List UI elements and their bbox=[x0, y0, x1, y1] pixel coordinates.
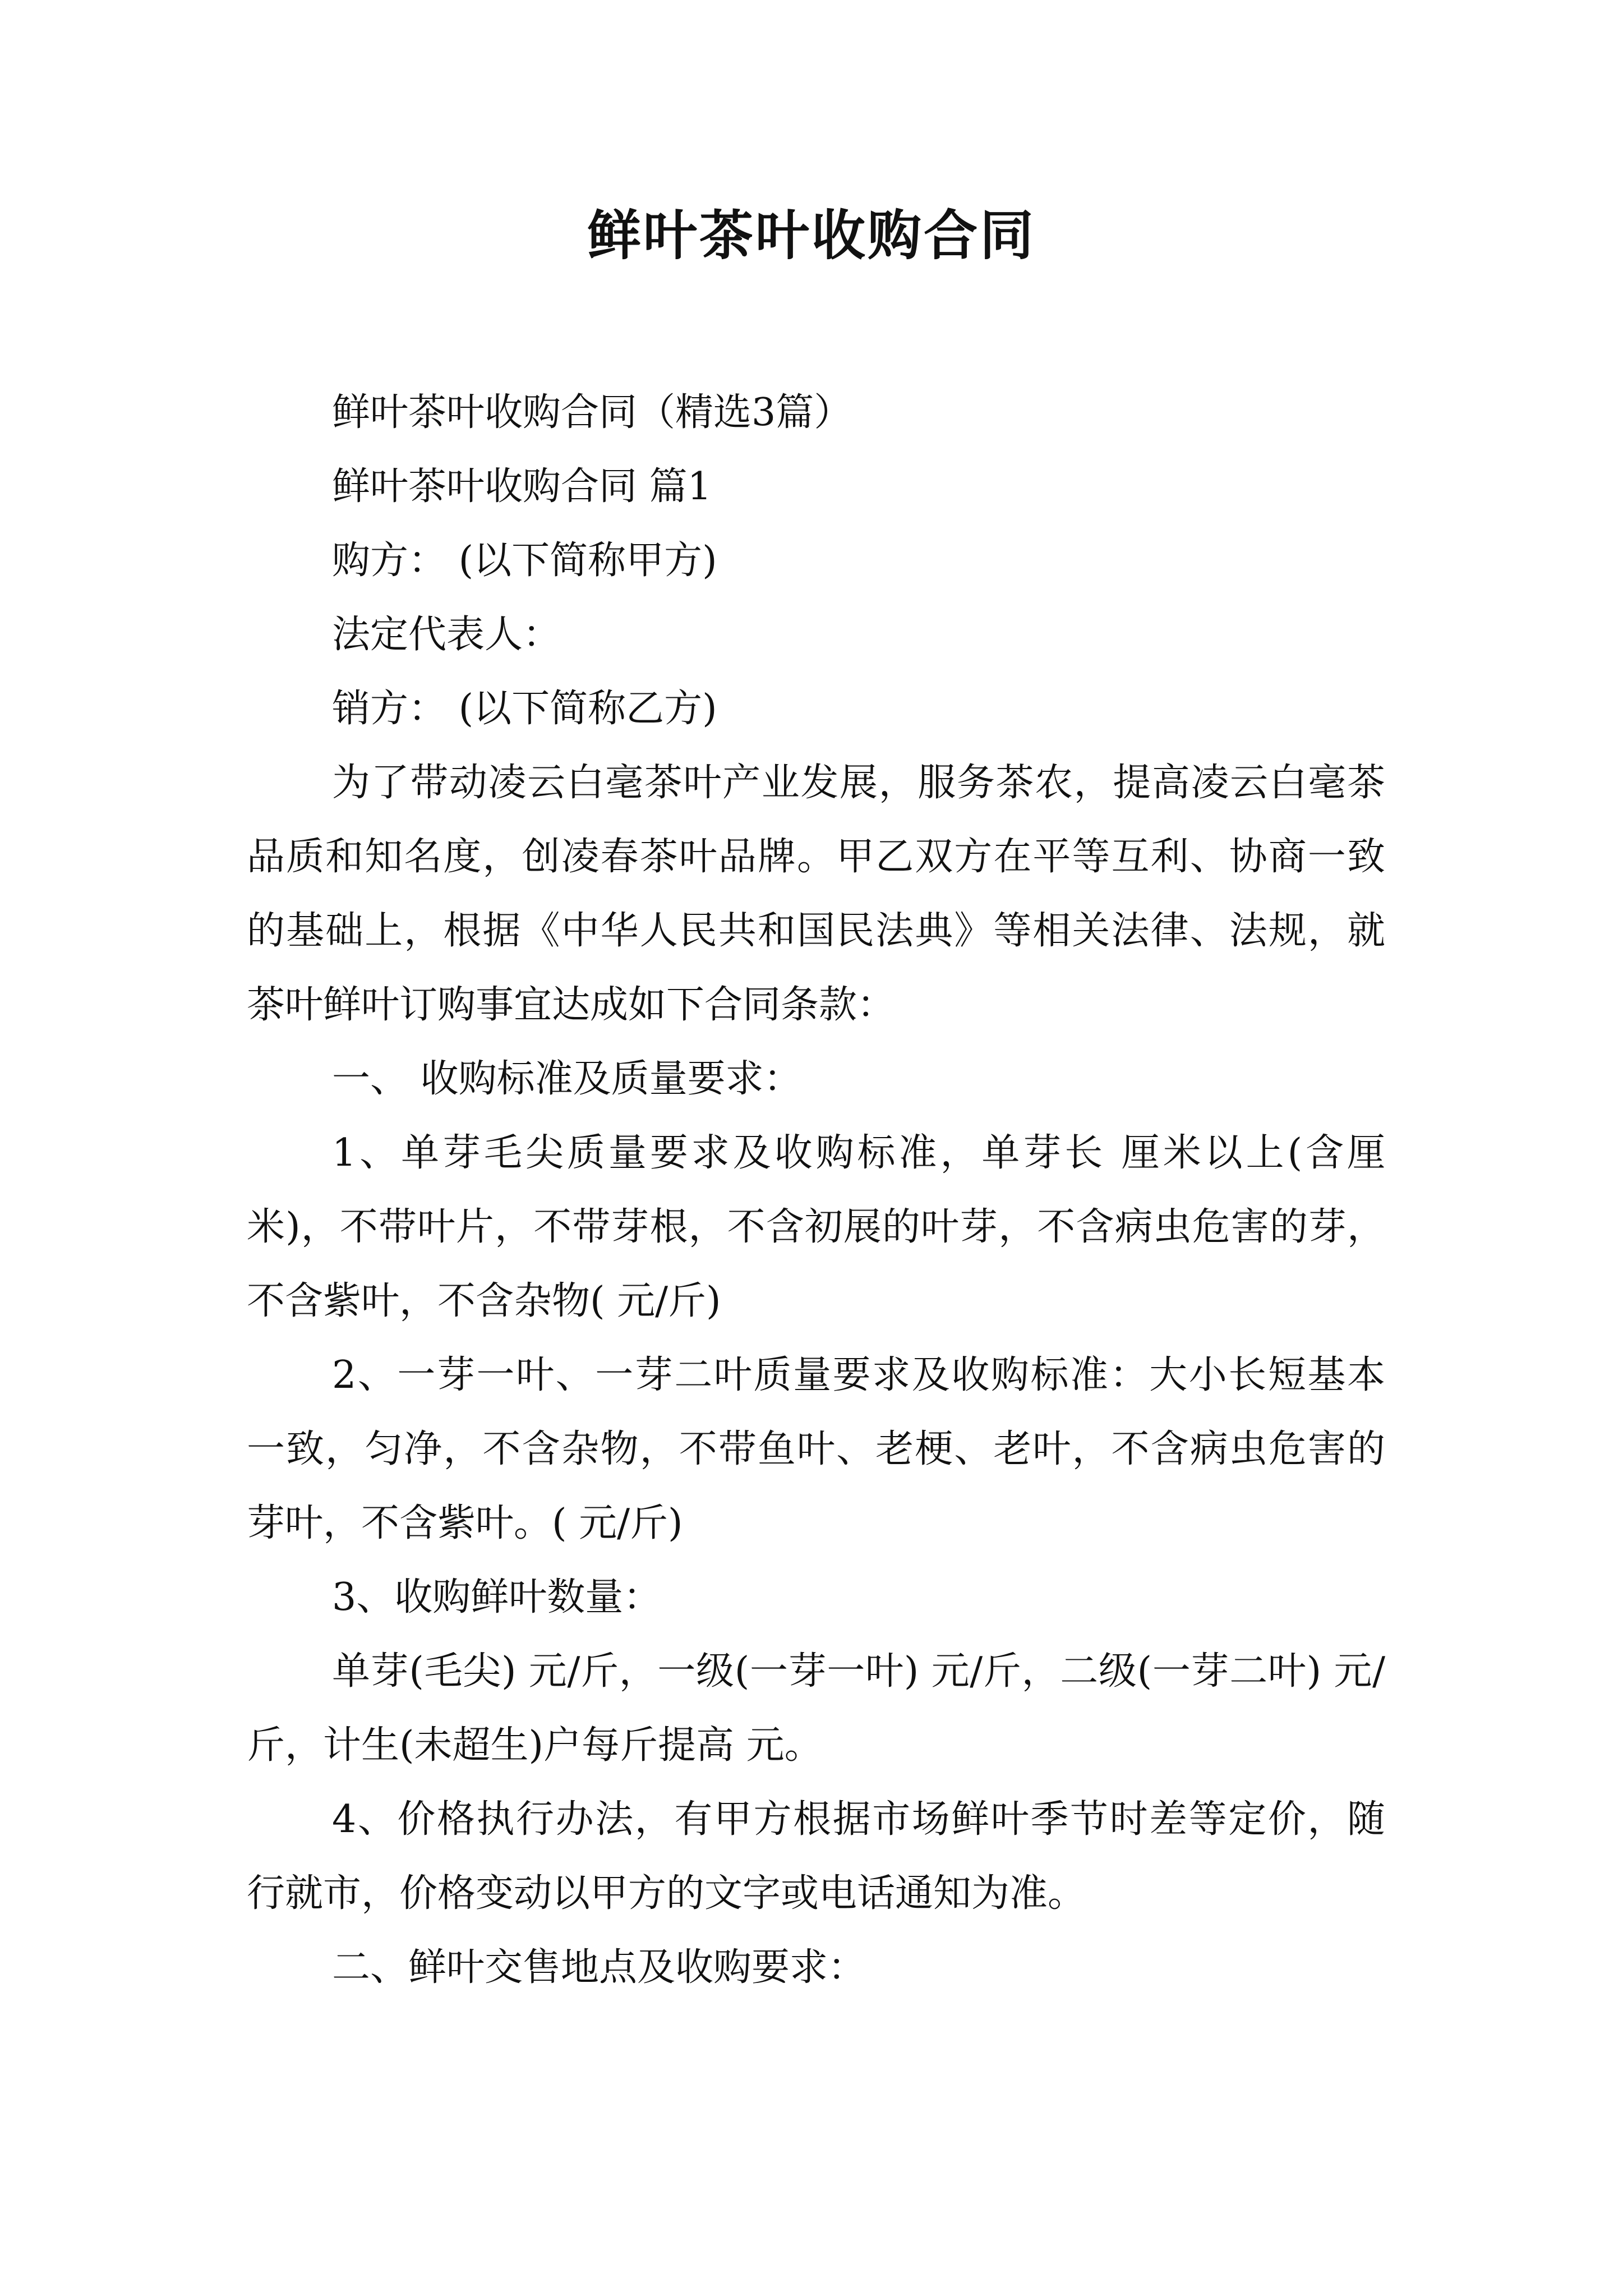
preamble-paragraph: 为了带动凌云白毫茶叶产业发展，服务茶农，提高凌云白毫茶品质和知名度，创凌春茶叶品牌。甲乙双方在平等互利、协商一致的基础上，根据《中华人民共和国民法典》等相关法律、法规，就茶叶鲜叶订购事宜达成如下合同条款： bbox=[247, 761, 1385, 1027]
seller-line: 销方： (以下简称乙方) bbox=[332, 687, 717, 731]
clause-heading-2: 二、鲜叶交售地点及收购要求： bbox=[332, 1945, 866, 1990]
document-title: 鲜叶茶叶收购合同 bbox=[587, 204, 1036, 267]
buyer-line: 购方： (以下简称甲方) bbox=[332, 539, 717, 583]
clause-1-2: 2、一芽一叶、一芽二叶质量要求及收购标准：大小长短基本一致，匀净，不含杂物，不带鱼叶、老梗、老叶，不含病虫危害的芽叶，不含紫叶。( 元/斤) bbox=[247, 1353, 1385, 1545]
clause-1-4: 4、价格执行办法，有甲方根据市场鲜叶季节时差等定价，随行就市，价格变动以甲方的文字或电话通知为准。 bbox=[247, 1797, 1385, 1916]
subtitle-paragraph: 鲜叶茶叶收购合同（精选3篇） bbox=[332, 390, 852, 435]
section-heading: 鲜叶茶叶收购合同 篇1 bbox=[332, 464, 712, 509]
clause-1-1: 1、单芽毛尖质量要求及收购标准，单芽长 厘米以上(含厘米)，不带叶片，不带芽根，不含初展的叶芽，不含病虫危害的芽，不含紫叶，不含杂物( 元/斤) bbox=[247, 1131, 1385, 1323]
price-paragraph: 单芽(毛尖) 元/斤，一级(一芽一叶) 元/斤，二级(一芽二叶) 元/斤，计生(未超生)户每斤提高 元。 bbox=[247, 1649, 1385, 1768]
clause-1-3: 3、收购鲜叶数量： bbox=[332, 1575, 662, 1619]
legal-representative-line: 法定代表人： bbox=[332, 613, 561, 657]
document-body bbox=[247, 376, 1385, 2005]
clause-heading-1: 一、 收购标准及质量要求： bbox=[332, 1057, 802, 1101]
